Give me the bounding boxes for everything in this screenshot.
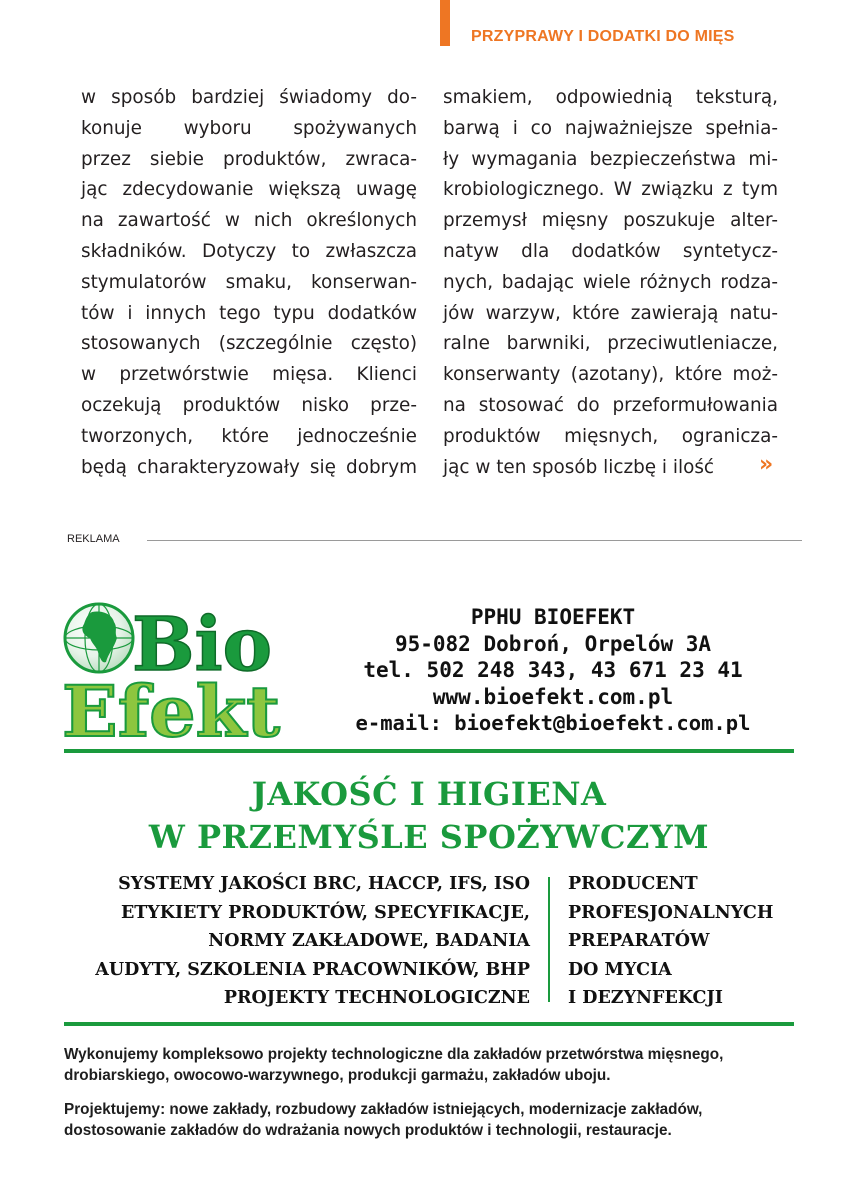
company-address: 95-082 Dobroń, Orpelów 3A: [394, 631, 712, 656]
producer-item: PREPARATÓW: [568, 931, 710, 952]
text-line: tworzonych, które jednocześnie: [81, 425, 417, 447]
paragraph-line: Projektujemy: nowe zakłady, rozbudowy zakładów istniejących, modernizacje zakładów,: [64, 1101, 703, 1118]
article-column-left: [81, 83, 417, 483]
section-title: PRZYPRAWY I DODATKI DO MIĘS: [471, 28, 735, 45]
service-item: SYSTEMY JAKOŚCI BRC, HACCP, IFS, ISO: [118, 874, 530, 894]
producer-item: I DEZYNFEKCJI: [568, 988, 723, 1009]
text-line: stymulatorów smaku, konserwan-: [81, 271, 417, 293]
green-divider-top: [64, 749, 794, 753]
continue-chevron-icon: »: [759, 452, 774, 477]
text-line: smakiem, odpowiednią teksturą,: [443, 87, 778, 108]
producer-item: DO MYCIA: [568, 959, 672, 980]
ad-paragraph-projects: [64, 1044, 804, 1086]
paragraph-line: drobiarskiego, owocowo-warzywnego, produkcji garmażu, zakładów uboju.: [64, 1067, 611, 1084]
text-line: tów i innych tego typu dodatków: [81, 302, 417, 324]
text-line: na stosować do przeformułowania: [443, 394, 778, 416]
article-column-right: [443, 83, 778, 483]
producer-item: PRODUCENT: [568, 874, 698, 894]
company-website: www.bioefekt.com.pl: [432, 684, 674, 709]
ad-label: REKLAMA: [67, 533, 120, 545]
paragraph-line: dostosowanie zakładów do wdrażania nowych produktów i technologii, restauracje.: [64, 1122, 672, 1139]
text-line: ralne barwniki, przeciwutleniacze,: [443, 333, 778, 355]
ad-divider: [147, 540, 802, 541]
service-item: AUDYTY, SZKOLENIA PRACOWNIKÓW, BHP: [95, 959, 530, 980]
svg-text:Bio: Bio: [132, 602, 273, 688]
company-contact: [318, 604, 788, 737]
service-item: PROJEKTY TECHNOLOGICZNE: [223, 988, 530, 1009]
text-line: jów warzyw, które zawierają natu-: [443, 302, 778, 324]
bioefekt-logo: [62, 598, 284, 740]
text-line: na zawartość w nich określonych: [81, 210, 417, 232]
green-divider-bottom: [64, 1022, 794, 1026]
text-line: jąc w ten sposób liczbę i ilość: [443, 456, 715, 478]
text-line: konuje wyboru spożywanych: [81, 117, 417, 139]
text-line: ły wymagania bezpieczeństwa mi-: [443, 148, 778, 170]
ad-paragraph-design: [64, 1099, 804, 1141]
text-line: oczekują produktów nisko prze-: [81, 394, 417, 416]
company-phone: tel. 502 248 343, 43 671 23 41: [363, 658, 743, 682]
text-line: barwą i co najważniejsze spełnia-: [443, 117, 778, 139]
company-email: e-mail: bioefekt@bioefekt.com.pl: [355, 711, 751, 735]
ad-headline-line1: JAKOŚĆ I HIGIENA: [251, 775, 607, 813]
section-accent-bar: [440, 0, 450, 46]
producer-list: [568, 870, 798, 1013]
text-line: składników. Dotyczy to zwłaszcza: [81, 240, 417, 262]
paragraph-line: Wykonujemy kompleksowo projekty technologiczne dla zakładów przetwórstwa mięsnego,: [64, 1046, 724, 1063]
globe-icon: [65, 604, 133, 672]
service-item: NORMY ZAKŁADOWE, BADANIA: [208, 931, 530, 952]
ad-headline-line2: W PRZEMYŚLE SPOŻYWCZYM: [148, 818, 710, 856]
service-item: ETYKIETY PRODUKTÓW, SPECYFIKACJE,: [120, 902, 530, 923]
text-line: przemysł mięsny poszukuje alter-: [443, 210, 778, 232]
svg-text:Efekt: Efekt: [62, 670, 280, 740]
text-line: krobiologicznego. W związku z tym: [443, 179, 778, 201]
text-line: konserwanty (azotany), które moż-: [443, 364, 778, 386]
text-line: w sposób bardziej świadomy do-: [81, 87, 417, 108]
text-line: przez siebie produktów, zwraca-: [81, 148, 417, 170]
services-separator: [548, 877, 550, 1002]
text-line: jąc zdecydowanie większą uwagę: [81, 179, 417, 201]
text-line: nych, badając wiele różnych rodza-: [443, 271, 778, 293]
services-list: [60, 870, 530, 1013]
text-line: będą charakteryzowały się dobrym: [81, 456, 417, 478]
text-line: stosowanych (szczególnie często): [81, 333, 417, 355]
company-name: PPHU BIOEFEKT: [470, 605, 636, 629]
producer-item: PROFESJONALNYCH: [568, 902, 774, 923]
text-line: natyw dla dodatków syntetycz-: [443, 240, 778, 262]
text-line: produktów mięsnych, ogranicza-: [443, 425, 778, 447]
text-line: w przetwórstwie mięsa. Klienci: [81, 364, 417, 386]
